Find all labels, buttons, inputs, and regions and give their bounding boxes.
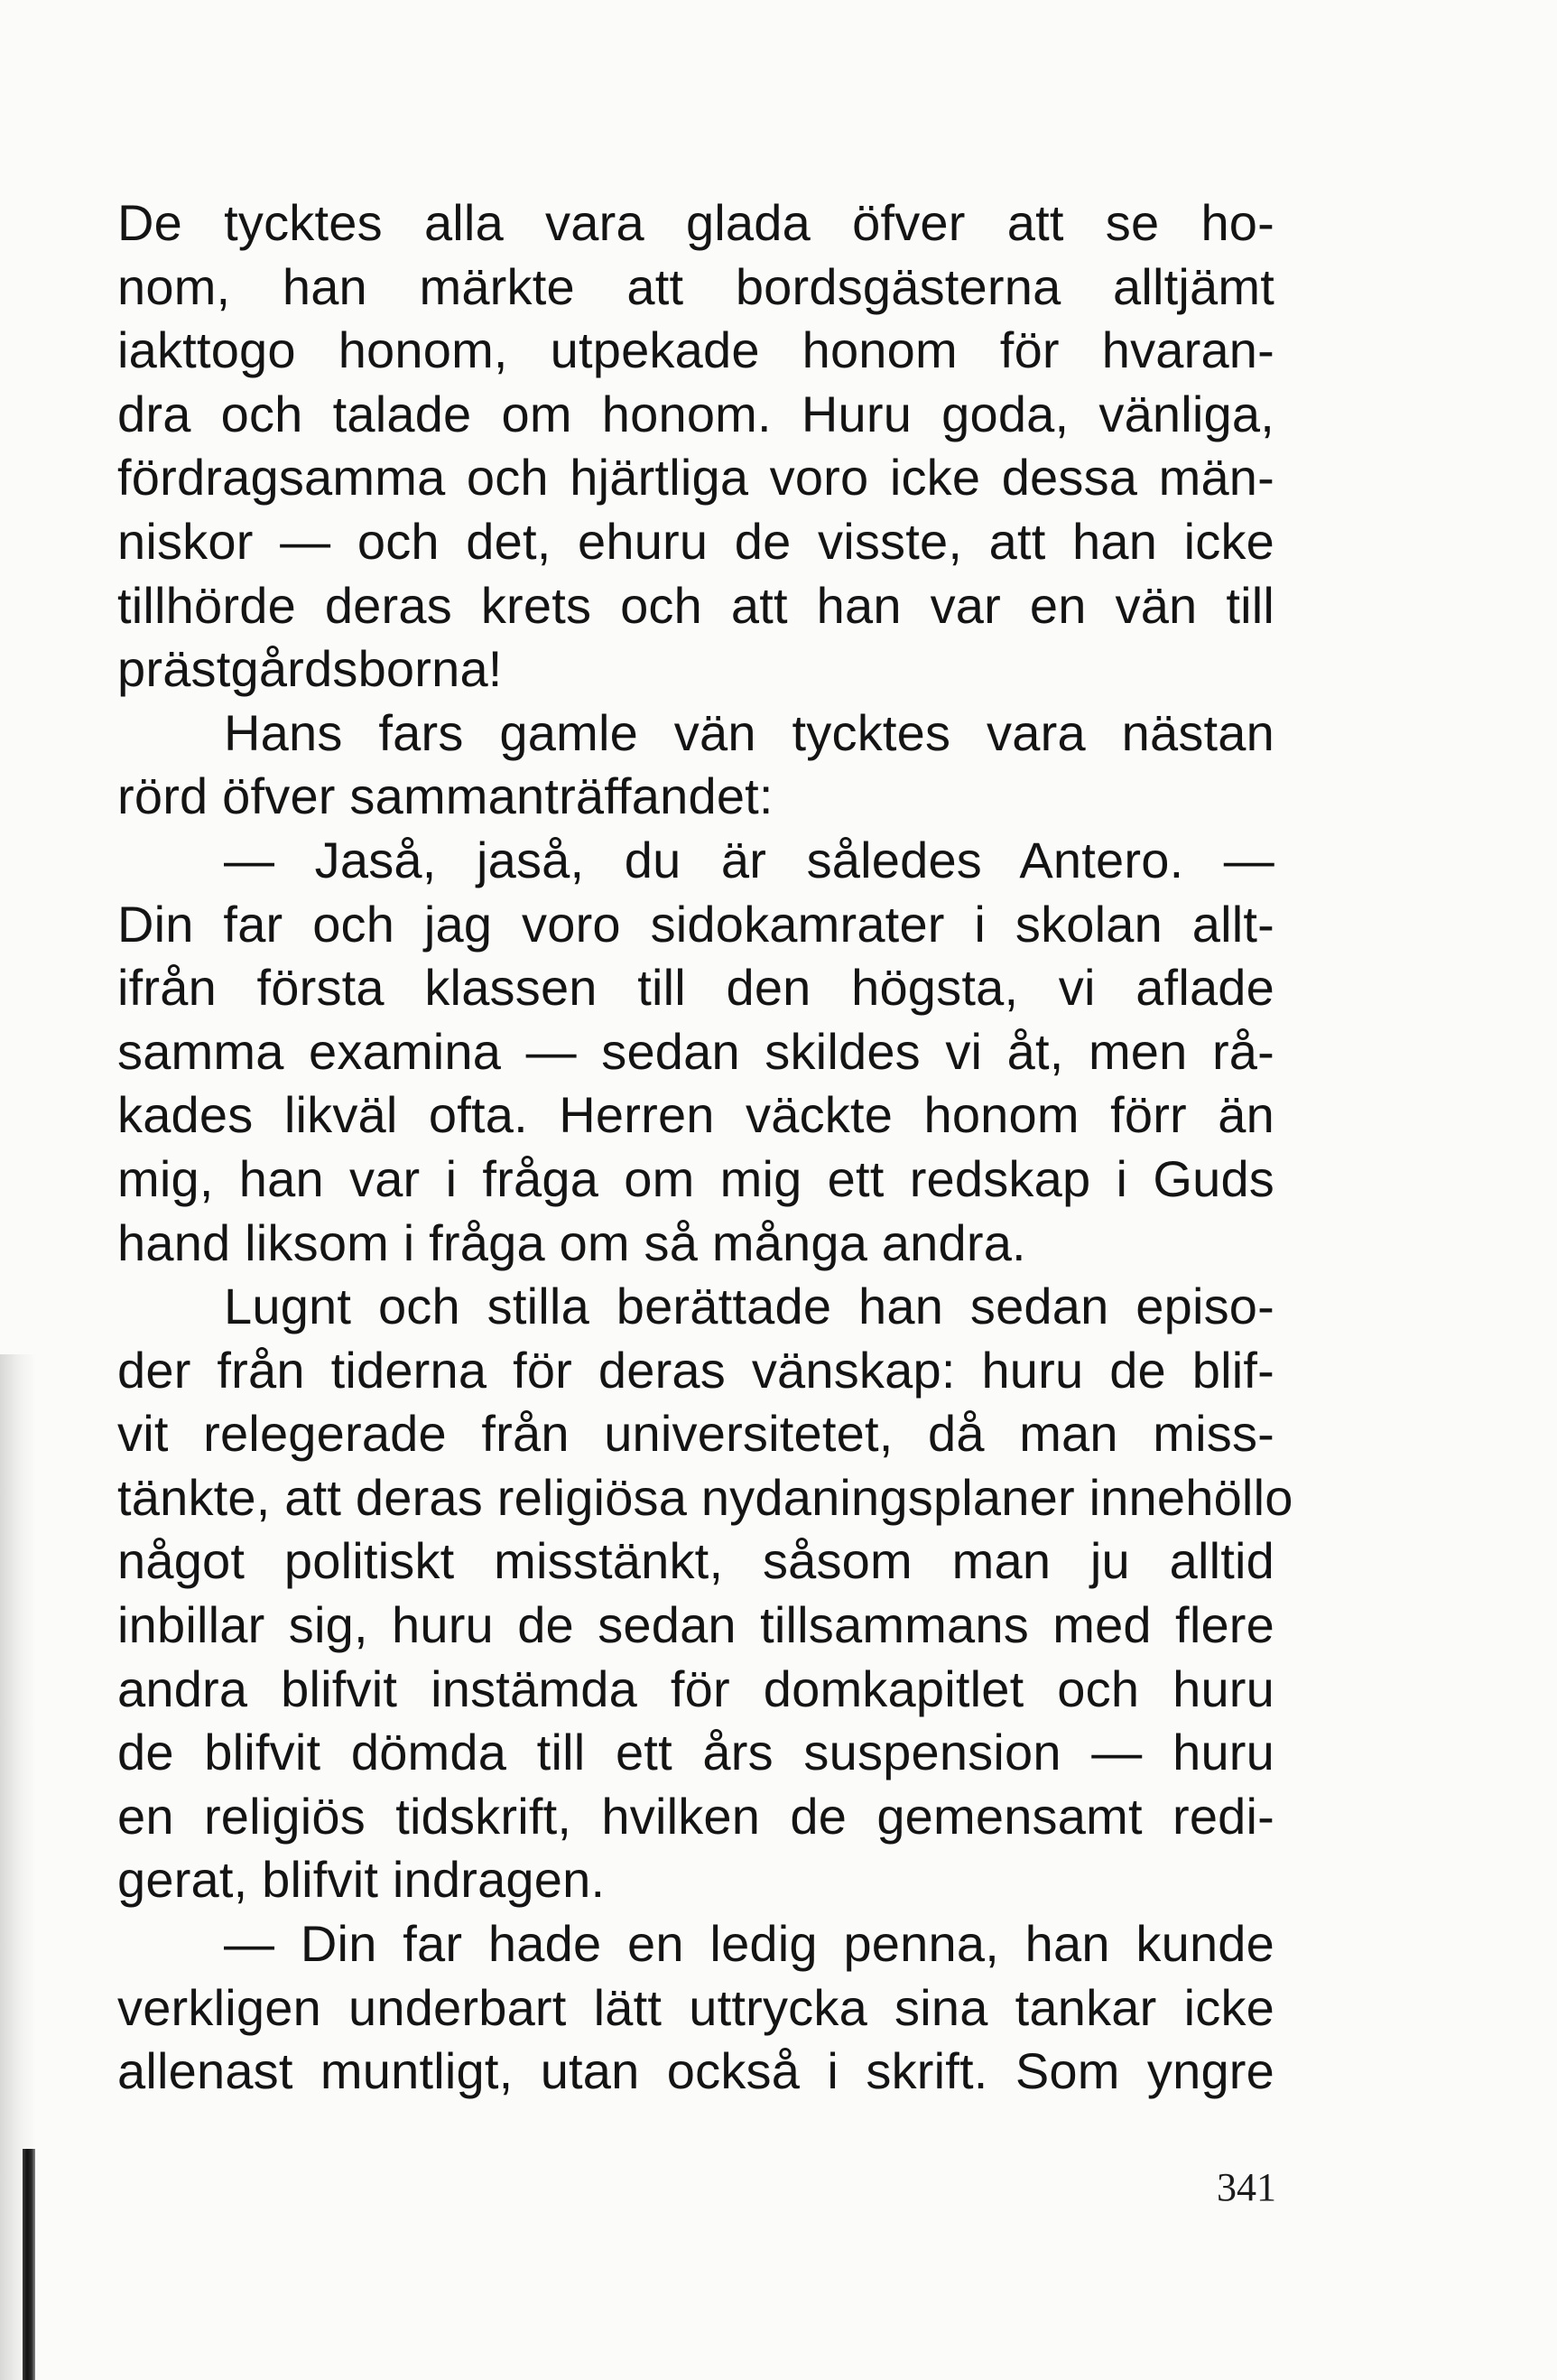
text-line: inbillar sig, huru de sedan tillsammans med flere — [117, 1596, 1274, 1654]
binding-edge — [23, 2149, 35, 2380]
text-line: ifrån första klassen till den högsta, vi aflade — [117, 959, 1274, 1017]
text-line: De tycktes alla vara glada öfver att se ho- — [117, 194, 1274, 251]
text-line: andra blifvit instämda för domkapitlet och huru — [117, 1659, 1274, 1717]
text-line: gerat, blifvit indragen. — [117, 1851, 606, 1909]
text-line: vit relegerade från universitetet, då man miss- — [117, 1405, 1274, 1463]
text-line: hand liksom i fråga om så många andra. — [117, 1213, 1026, 1271]
text-line: Hans fars gamle vän tycktes vara nästan — [224, 703, 1274, 761]
text-line: samma examina — sedan skildes vi åt, men rå- — [117, 1022, 1274, 1080]
text-line: der från tiderna för deras vänskap: huru de blif- — [117, 1341, 1274, 1399]
text-line: kades likväl ofta. Herren väckte honom förr än — [117, 1086, 1274, 1144]
text-line: Din far och jag voro sidokamrater i skolan allt- — [117, 895, 1274, 953]
text-line: något politiskt misstänkt, såsom man ju alltid — [117, 1532, 1274, 1590]
text-line: en religiös tidskrift, hvilken de gemensamt redi- — [117, 1787, 1274, 1845]
text-line: prästgårdsborna! — [117, 640, 503, 698]
text-line: — Din far hade en ledig penna, han kunde — [224, 1915, 1274, 1973]
text-line: Lugnt och stilla berättade han sedan episo- — [224, 1278, 1274, 1335]
text-line: tänkte, att deras religiösa nydaningsplaner innehöllo — [117, 1468, 1293, 1526]
text-line: rörd öfver sammanträffandet: — [117, 767, 774, 825]
text-line: — Jaså, jaså, du är således Antero. — — [224, 831, 1274, 888]
text-line: verkligen underbart lätt uttrycka sina tankar icke — [117, 1978, 1274, 2036]
text-line: tillhörde deras krets och att han var en vän till — [117, 576, 1274, 634]
text-line: nom, han märkte att bordsgästerna alltjämt — [117, 257, 1274, 315]
body-text — [117, 191, 1293, 2104]
text-line: iakttogo honom, utpekade honom för hvaran- — [117, 321, 1274, 379]
text-line: dra och talade om honom. Huru goda, vänliga, — [117, 385, 1274, 442]
text-line: allenast muntligt, utan också i skrift. Som yngre — [117, 2042, 1274, 2100]
text-line: niskor — och det, ehuru de visste, att han icke — [117, 512, 1274, 570]
text-line: fördragsamma och hjärtliga voro icke dessa män- — [117, 449, 1274, 507]
text-line: mig, han var i fråga om mig ett redskap i Guds — [117, 1149, 1274, 1207]
text-line: de blifvit dömda till ett års suspension — huru — [117, 1724, 1274, 1781]
page-number: 341 — [1217, 2165, 1276, 2209]
